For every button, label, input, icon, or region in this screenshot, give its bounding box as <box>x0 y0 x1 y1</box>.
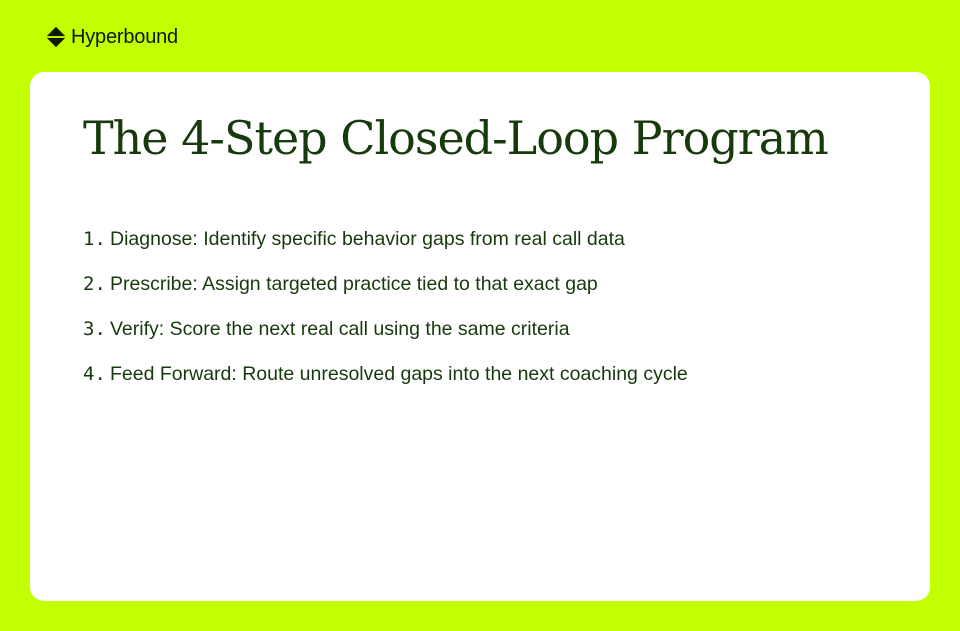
step-number: 2. <box>83 273 106 295</box>
step-text: Diagnose: Identify specific behavior gaps from real call data <box>110 228 625 250</box>
step-text: Prescribe: Assign targeted practice tied to that exact gap <box>110 273 598 295</box>
list-item <box>83 363 688 408</box>
step-number: 1. <box>83 228 106 250</box>
brand-logo <box>45 24 178 50</box>
step-number: 4. <box>83 363 106 385</box>
diamond-logo-icon <box>45 26 67 48</box>
steps-list <box>83 228 688 408</box>
list-item <box>83 228 688 273</box>
list-item <box>83 318 688 363</box>
content-card <box>30 72 930 601</box>
list-item <box>83 273 688 318</box>
page-title: The 4-Step Closed-Loop Program <box>83 111 828 165</box>
step-text: Feed Forward: Route unresolved gaps into the next coaching cycle <box>110 363 688 385</box>
step-text: Verify: Score the next real call using the same criteria <box>110 318 570 340</box>
brand-name: Hyperbound <box>71 25 178 48</box>
step-number: 3. <box>83 318 106 340</box>
